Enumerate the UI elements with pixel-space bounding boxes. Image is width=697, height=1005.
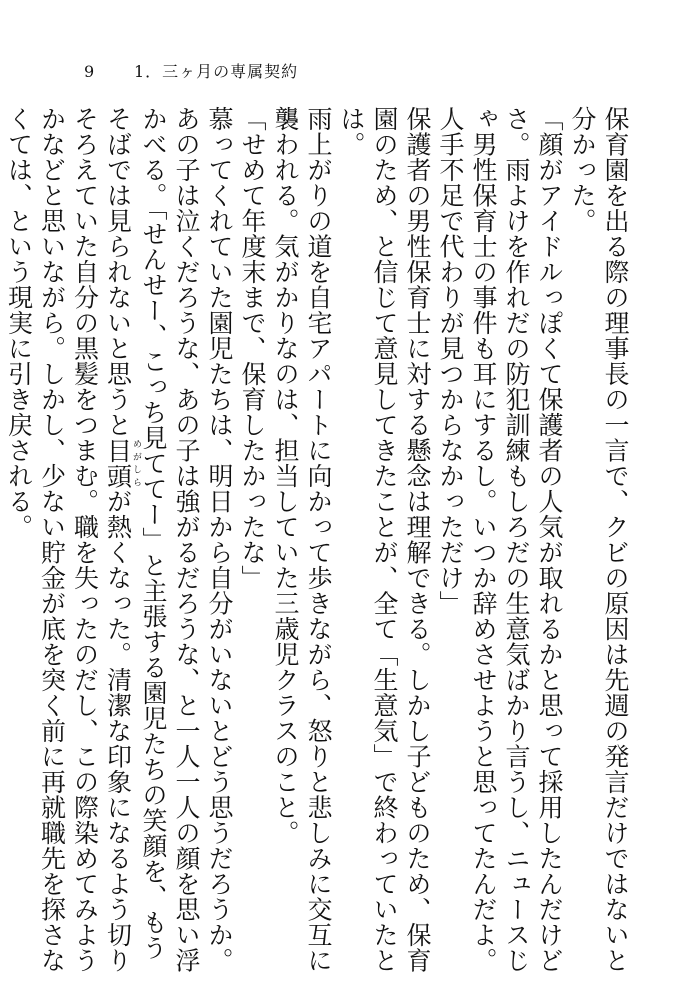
ruby-reading: めがしら: [131, 437, 141, 489]
ruby-base: 目頭: [103, 437, 133, 489]
paragraph-6: [3, 106, 237, 976]
page-header: [0, 60, 697, 84]
paragraph-6-part-b: が熱くなった。清潔な印象になるよう切りそろえていた自分の黒髪をつまむ。職を失ったのだし、この際染めてみようかなどと思いながら。しかし、少ない貯金が底を突く前に再就職先を探さなくては、という現実に引き戻される。: [4, 106, 133, 973]
novel-body: [4, 106, 632, 976]
paragraph-6-part-a: 慕ってくれていた園児たちは、明日から自分がいないとどう思うだろうか。あの子は泣くだろうな、あの子は強がるだろうな、と一人一人の顔を思い浮かべる。「せんせー、こっち見ててー」と主張する園児たちの笑顔を、もうそばでは見られないと思うと: [103, 106, 234, 973]
furigana-megashira: [103, 437, 141, 489]
paragraph-2-dialogue: 「顔がアイドルっぽくて保護者の人気が取れるかと思って採用したんだけどさ。雨よけを作れだの防犯訓練もしろだの生意気ばかり言うし、ニュースじゃ男性保育士の事件も耳にするし。いつか辞めさせようと思ってたんだよ。人手不足で代わりが見つからなかっただけ」: [436, 106, 564, 973]
paragraph-4: 雨上がりの道を自宅アパートに向かって歩きながら、怒りと悲しみに交互に襲われる。気がかりなのは、担当していた三歳児クラスのこと。: [271, 106, 333, 973]
paragraph-5-dialogue: 「せめて年度末まで、保育したかったな」: [238, 106, 267, 591]
chapter-title: 1．三ヶ月の専属契約: [134, 62, 299, 81]
paragraph-3: 保護者の男性保育士に対する懸念は理解できる。しかし子どものため、保育園のため、と信じて意見してきたことが、全て「生意気」で終わっていたとは。: [337, 106, 432, 973]
paragraph-1: 保育園を出る際の理事長の一言で、クビの原因は先週の発言だけではないと分かった。: [568, 106, 630, 973]
page-number: 9: [84, 62, 95, 81]
